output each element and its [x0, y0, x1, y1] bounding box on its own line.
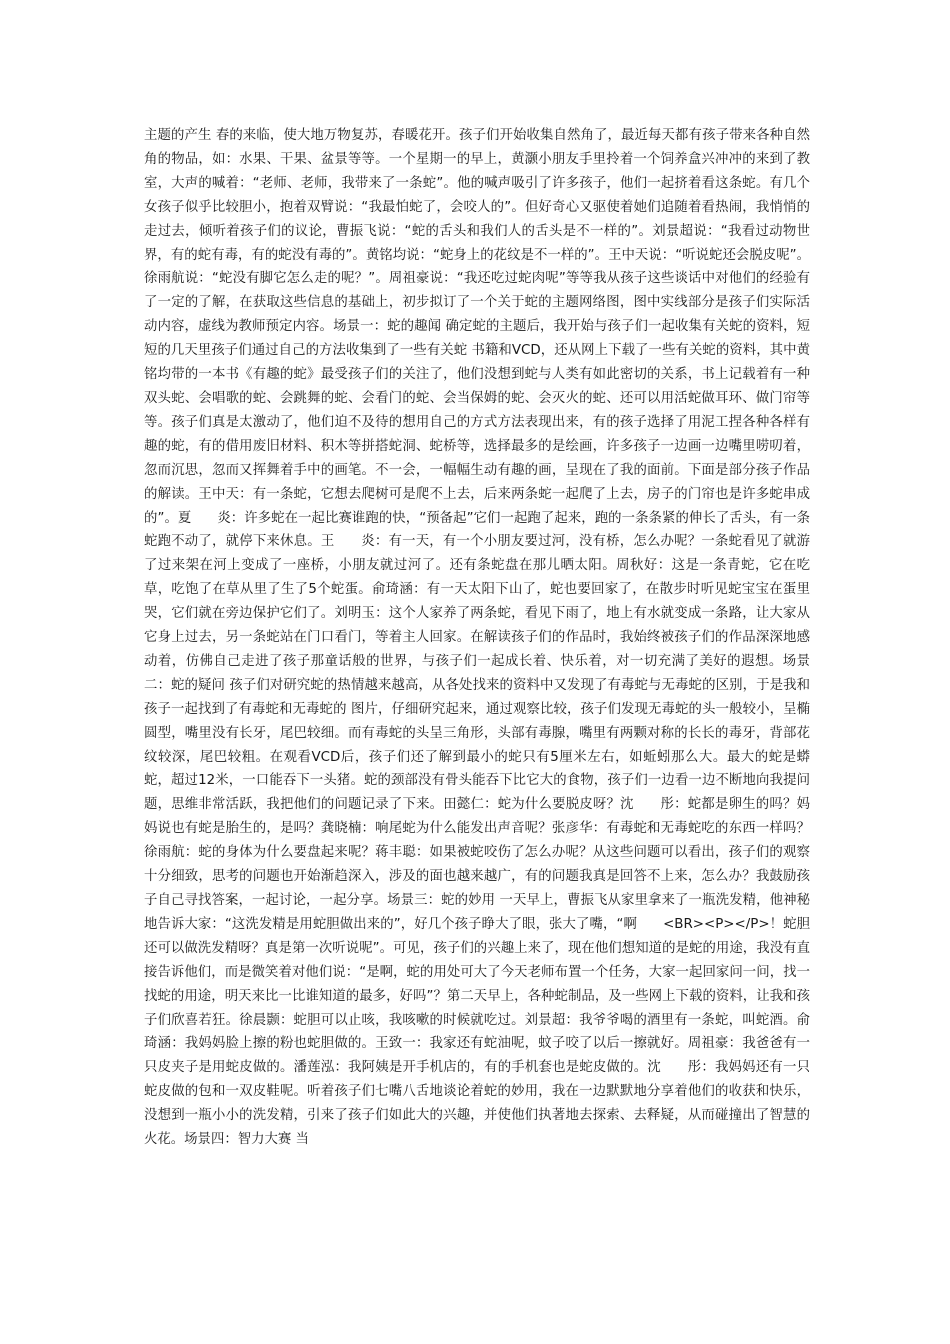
body-paragraph: 主题的产生 春的来临，使大地万物复苏，春暖花开。孩子们开始收集自然角了，最近每天都有孩子带来各种自然角的物品，如：水果、干果、盆景等等。一个星期一的早上，黄灏小朋友手里拎着一个饲养盒兴冲冲的来到了教室，大声的喊着：“老师、老师，我带来了一条蛇”。他的喊声吸引了许多孩子，他们一起挤着看这条蛇。有几个女孩子似乎比较胆小，抱着双臂说：“我最怕蛇了，会咬人的”。但好奇心又驱使着她们追随着看热闹，我悄悄的走过去，倾听着孩子们的议论，曹振飞说：“蛇的舌头和我们人的舌头是不一样的”。刘景超说：“我看过动物世界，有的蛇有毒，有的蛇没有毒的”。黄铭均说：“蛇身上的花纹是不一样的”。王中天说：“听说蛇还会脱皮呢”。徐雨航说：“蛇没有脚它怎么走的呢？”。周祖豪说：“我还吃过蛇肉呢”等等我从孩子这些谈话中对他们的经验有了一定的了解，在获取这些信息的基础上，初步拟订了一个关于蛇的主题网络图，图中实线部分是孩子们实际活动内容，虚线为教师预定内容。场景一：蛇的趣闻 确定蛇的主题后，我开始与孩子们一起收集有关蛇的资料，短短的几天里孩子们通过自己的方法收集到了一些有关蛇 书籍和VCD，还从网上下载了一些有关蛇的资料，其中黄铭均带的一本书《有趣的蛇》最受孩子们的关注了，他们没想到蛇与人类有如此密切的关系，书上记载着有一种双头蛇、会唱歌的蛇、会跳舞的蛇、会看门的蛇、会当保姆的蛇、会灭火的蛇、还可以用活蛇做耳环、做门帘等等。孩子们真是太激动了，他们迫不及待的想用自己的方式方法表现出来，有的孩子选择了用泥工捏各种各样有趣的蛇，有的借用废旧材料、积木等拼搭蛇洞、蛇桥等，选择最多的是绘画，许多孩子一边画一边嘴里唠叨着，忽而沉思，忽而又挥舞着手中的画笔。不一会，一幅幅生动有趣的画，呈现在了我的面前。下面是部分孩子作品的解读。王中天：有一条蛇，它想去爬树可是爬不上去，后来两条蛇一起爬了上去，房子的门帘也是许多蛇串成的”。夏 炎：许多蛇在一起比赛谁跑的快，“预备起”它们一起跑了起来，跑的一条条紧的伸长了舌头，有一条蛇跑不动了，就停下来休息。王 炎：有一天，有一个小朋友要过河，没有桥，怎么办呢？一条蛇看见了就游了过来架在河上变成了一座桥，小朋友就过河了。还有条蛇盘在那儿晒太阳。周秋好：这是一条青蛇，它在吃草，吃饱了在草从里了生了5个蛇蛋。俞琦涵：有一天太阳下山了，蛇也要回家了，在散步时听见蛇宝宝在蛋里哭，它们就在旁边保护它们了。刘明玉：这个人家养了两条蛇，看见下雨了，地上有水就变成一条路，让大家从它身上过去，另一条蛇站在门口看门，等着主人回家。在解读孩子们的作品时，我始终被孩子们的作品深深地感动着，仿佛自己走进了孩子那童话般的世界，与孩子们一起成长着、快乐着，对一切充满了美好的遐想。场景二：蛇的疑问 孩子们对研究蛇的热情越来越高，从各处找来的资料中又发现了有毒蛇与无毒蛇的区别，于是我和孩子一起找到了有毒蛇和无毒蛇的 图片，仔细研究起来，通过观察比较，孩子们发现无毒蛇的头一般较小，呈椭圆型，嘴里没有长牙，尾巴较细。而有毒蛇的头呈三角形，头部有毒腺，嘴里有两颗对称的长长的毒牙，背部花纹较深，尾巴较粗。在观看VCD后，孩子们还了解到最小的蛇只有5厘米左右，如蚯蚓那么大。最大的蛇是蟒蛇，超过12米，一口能吞下一头猪。蛇的颈部没有骨头能吞下比它大的食物，孩子们一边看一边不断地向我提问题，思维非常活跃，我把他们的问题记录了下来。田懿仁：蛇为什么要脱皮呀？沈 彤：蛇都是卵生的吗？妈妈说也有蛇是胎生的，是吗？龚晓楠：响尾蛇为什么能发出声音呢？张彦华：有毒蛇和无毒蛇吃的东西一样吗？徐雨航：蛇的身体为什么要盘起来呢？蒋丰聪：如果被蛇咬伤了怎么办呢？从这些问题可以看出，孩子们的观察十分细致，思考的问题也开始渐趋深入，涉及的面也越来越广，有的问题我真是回答不上来，怎么办？我鼓励孩子自己寻找答案，一起讨论，一起分享。场景三：蛇的妙用 一天早上，曹振飞从家里拿来了一瓶洗发精，他神秘地告诉大家：“这洗发精是用蛇胆做出来的”，好几个孩子睁大了眼，张大了嘴，“啊 <BR><P></P>！蛇胆还可以做洗发精呀？真是第一次听说呢”。可见，孩子们的兴趣上来了，现在他们想知道的是蛇的用途，我没有直接告诉他们，而是微笑着对他们说：“是啊，蛇的用处可大了今天老师布置一个任务，大家一起回家问一问，找一找蛇的用途，明天来比一比谁知道的最多，好吗”？第二天早上，各种蛇制品，及一些网上下载的资料，让我和孩子们欣喜若狂。徐晨颢：蛇胆可以止咳，我咳嗽的时候就吃过。刘景超：我爷爷喝的酒里有一条蛇，叫蛇酒。俞琦涵：我妈妈脸上擦的粉也蛇胆做的。王致一：我家还有蛇油呢，蚊子咬了以后一擦就好。周祖豪：我爸爸有一只皮夹子是用蛇皮做的。潘莲泓：我阿姨是开手机店的，有的手机套也是蛇皮做的。沈 彤：我妈妈还有一只蛇皮做的包和一双皮鞋呢。听着孩子们七嘴八舌地谈论着蛇的妙用，我在一边默默地分享着他们的收获和快乐，没想到一瓶小小的洗发精，引来了孩子们如此大的兴趣，并使他们执著地去探索、去释疑，从而碰撞出了智慧的火花。场景四：智力大赛 当: [144, 128, 810, 1148]
